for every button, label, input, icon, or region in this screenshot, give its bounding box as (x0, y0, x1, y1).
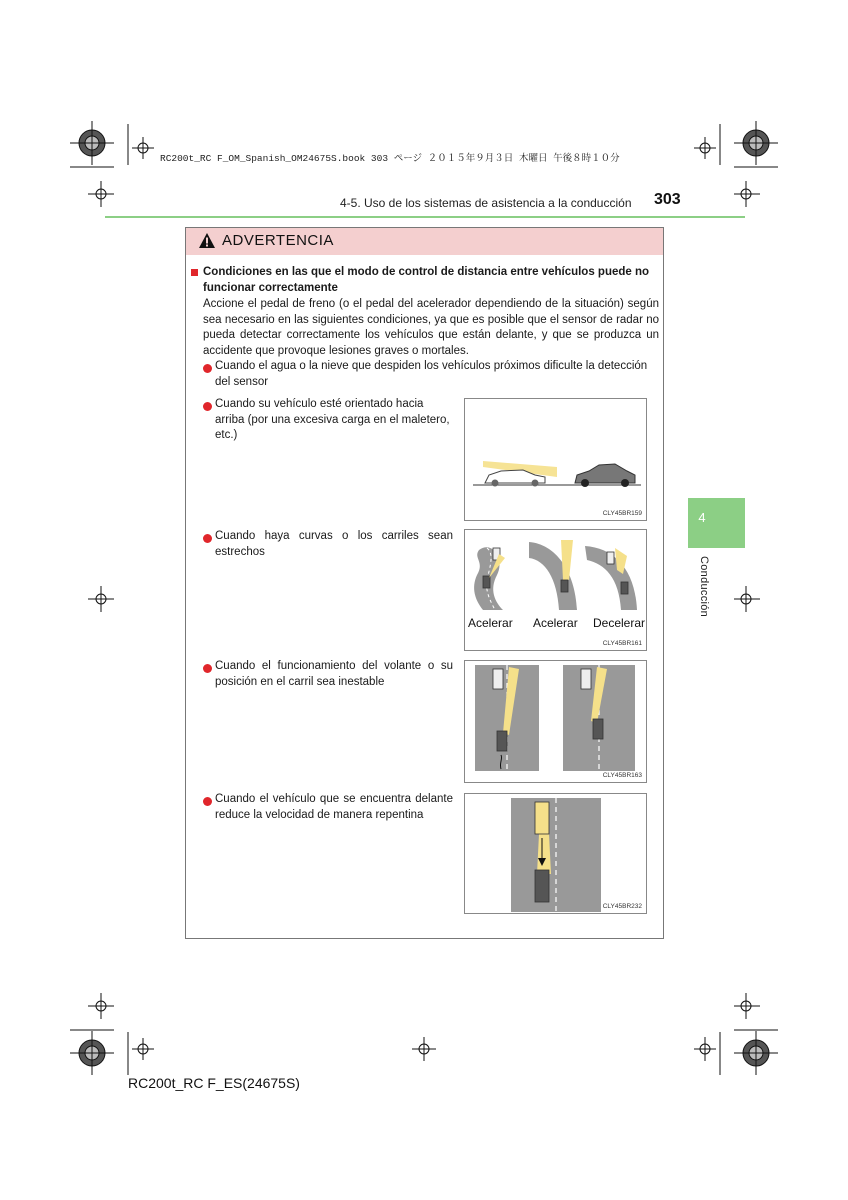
warning-title: ADVERTENCIA (222, 232, 334, 249)
figure-code: CLY45BR232 (602, 903, 642, 910)
warning-paragraph: Accione el pedal de freno (o el pedal del acelerador dependiendo de la situación) según sea necesario en las siguientes condiciones, ya que es posible que el sensor de radar no pueda detectar correctamente los vehículos que están delante, y que se produzca un accidente que provoque lesiones graves o mortales. (203, 298, 659, 357)
figure-vehicle-tilted-illustration (465, 399, 646, 520)
chapter-tab-number: 4 (698, 510, 706, 525)
warning-heading: Condiciones en las que el modo de control de distancia entre vehículos puede no funcionar correctamente (203, 266, 650, 294)
bullet-item: Cuando su vehículo esté orientado hacia arriba (por una excesiva carga en el maletero, etc.) (215, 398, 450, 441)
figure-caption: Acelerar (533, 616, 578, 630)
heading-square-icon (191, 269, 198, 276)
bullet-item: Cuando el vehículo que se encuentra delante reduce la velocidad de manera repentina (215, 793, 453, 821)
header-rule (105, 216, 745, 218)
figure-caption: Decelerar (593, 616, 646, 630)
chapter-tab-label: Conducción (698, 556, 710, 618)
bullet-item: Cuando el funcionamiento del volante o su posición en el carril sea inestable (215, 660, 453, 688)
figure-code: CLY45BR159 (602, 510, 642, 517)
warning-triangle-icon (198, 232, 216, 249)
bullet-dot-icon (203, 364, 212, 373)
bullet-dot-icon (203, 797, 212, 806)
figure-code: CLY45BR163 (602, 772, 642, 779)
figure-curves (464, 529, 647, 651)
footer-model-code: RC200t_RC F_ES(24675S) (128, 1075, 300, 1091)
bullet-dot-icon (203, 402, 212, 411)
bullet-item: Cuando haya curvas o los carriles sean estrechos (215, 530, 453, 558)
figure-sudden-decel-illustration (465, 794, 646, 913)
section-title: 4-5. Uso de los sistemas de asistencia a la conducción (340, 196, 632, 210)
page-number: 303 (654, 191, 681, 208)
bullet-item: Cuando el agua o la nieve que despiden los vehículos próximos dificulte la detección del sensor (215, 360, 648, 388)
figure-curves-illustration (465, 530, 646, 614)
figure-unstable-steering (464, 660, 647, 783)
figure-code: CLY45BR161 (602, 640, 642, 647)
bullet-dot-icon (203, 664, 212, 673)
figure-unstable-steering-illustration (465, 661, 646, 771)
figure-sudden-decel (464, 793, 647, 914)
figure-vehicle-tilted (464, 398, 647, 521)
bullet-dot-icon (203, 534, 212, 543)
print-header: RC200t_RC F_OM_Spanish_OM24675S.book 303 ページ ２０１５年９月３日 木曜日 午後８時１０分 (160, 153, 620, 164)
figure-caption: Acelerar (468, 616, 513, 630)
